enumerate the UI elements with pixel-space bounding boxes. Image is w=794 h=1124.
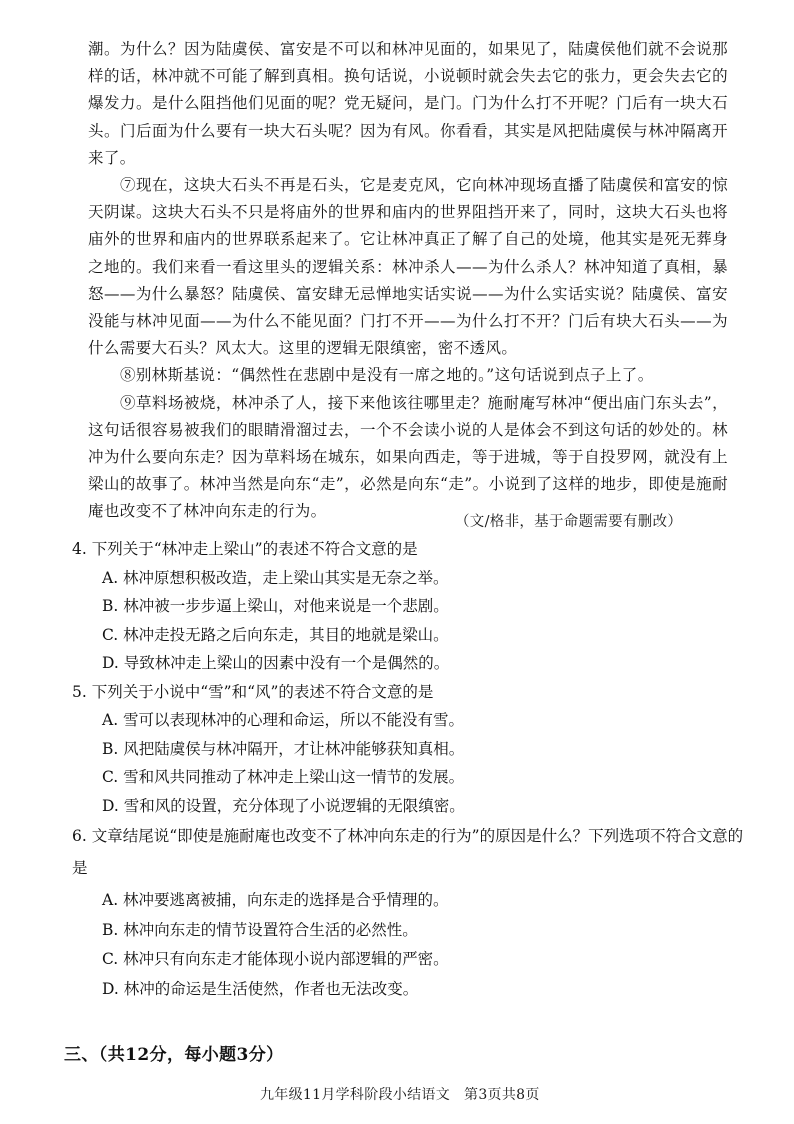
question-5 [72, 678, 752, 821]
option-d: D. 雪和风的设置，充分体现了小说逻辑的无限缜密。 [102, 796, 465, 815]
question-stem: 4. 下列关于“林冲走上梁山”的表述不符合文意的是 [72, 540, 418, 558]
passage-source: （文/格非，基于命题需要有删改） [455, 514, 683, 530]
page-footer [260, 1084, 540, 1104]
passage-paragraph-7: ⑦现在，这块大石头不再是石头，它是麦克风，它向林冲现场直播了陆虞侯和富安的惊天阴谋。这块大石头不只是将庙外的世界和庙内的世界阻挡开来了，同时，这块大石头也将庙外的世界和庙内的世界联系起来了。它让林冲真正了解了自己的处境，他其实是死无葬身之地的。我们来看一看这里头的逻辑关系：林冲杀人——为什么杀人？林冲知道了真相，暴怒——为什么暴怒？陆虞侯、富安肆无忌惮地实话实说——为什么实话实说？陆虞侯、富安没能与林冲见面——为什么不能见面？门打不开——为什么打不开？门后有块大石头——为什么需要大石头？风太大。这里的逻辑无限缜密，密不透风。 [88, 176, 728, 358]
option-a: A. 林冲要逃离被捕，向东走的选择是合乎情理的。 [102, 891, 449, 909]
section-heading: 三、（共12分，每小题3分） [64, 1045, 284, 1065]
question-4 [72, 535, 752, 678]
passage-paragraph-8: ⑧别林斯基说：“偶然性在悲剧中是没有一席之地的。”这句话说到点子上了。 [120, 366, 654, 385]
option-c: C. 雪和风共同推动了林冲走上梁山这一情节的发展。 [102, 768, 465, 786]
question-6 [72, 820, 752, 1004]
passage-paragraph: 潮。为什么？因为陆虞侯、富安是不可以和林冲见面的，如果见了，陆虞侯他们就不会说那样的话，林冲就不可能了解到真相。换句话说，小说顿时就会失去它的张力，更会失去它的爆发力。是什么阻挡他们见面的呢？党无疑问，是门。门为什么打不开呢？门后有一块大石头。门后面为什么要有一块大石头呢？因为有风。你看看，其实是风把陆虞侯与林冲隔离开来了。 [88, 40, 728, 167]
option-b: B. 林冲被一步步逼上梁山，对他来说是一个悲剧。 [102, 597, 449, 615]
question-list [72, 535, 752, 1004]
option-d: D. 林冲的命运是生活使然，作者也无法改变。 [102, 979, 419, 998]
page-number: 第3页共8页 [464, 1087, 540, 1103]
passage-paragraph-9: ⑨草料场被烧，林冲杀了人，接下来他该往哪里走？施耐庵写林冲“便出庙门东头去”，这句话很容易被我们的眼睛滑溜过去，一个不会读小说的人是体会不到这句话的妙处的。林冲为什么要向东走？因为草料场在城东，如果向西走，等于进城，等于自投罗网，就没有上梁山的故事了。林冲当然是向东“走”，必然是向东“走”。小说到了这样的地步，即使是施耐庵也改变不了林冲向东走的行为。 [88, 393, 728, 521]
option-d: D. 导致林冲走上梁山的因素中没有一个是偶然的。 [102, 654, 450, 672]
exam-name: 九年级11月学科阶段小结语文 [260, 1087, 451, 1103]
question-stem: 5. 下列关于小说中“雪”和“风”的表述不符合文意的是 [72, 682, 434, 701]
option-a: A. 雪可以表现林冲的心理和命运，所以不能没有雪。 [102, 711, 465, 729]
option-c: C. 林冲走投无路之后向东走，其目的地就是梁山。 [102, 625, 449, 644]
option-a: A. 林冲原想积极改造，走上梁山其实是无奈之举。 [102, 568, 449, 587]
option-b: B. 林冲向东走的情节设置符合生活的必然性。 [102, 920, 418, 939]
option-c: C. 林冲只有向东走才能体现小说内部逻辑的严密。 [102, 950, 449, 968]
option-b: B. 风把陆虞侯与林冲隔开，才让林冲能够获知真相。 [102, 739, 465, 758]
reading-passage [88, 36, 728, 526]
question-stem: 6. 文章结尾说“即使是施耐庵也改变不了林冲向东走的行为”的原因是什么？下列选项不符合文意的是 [72, 827, 744, 877]
